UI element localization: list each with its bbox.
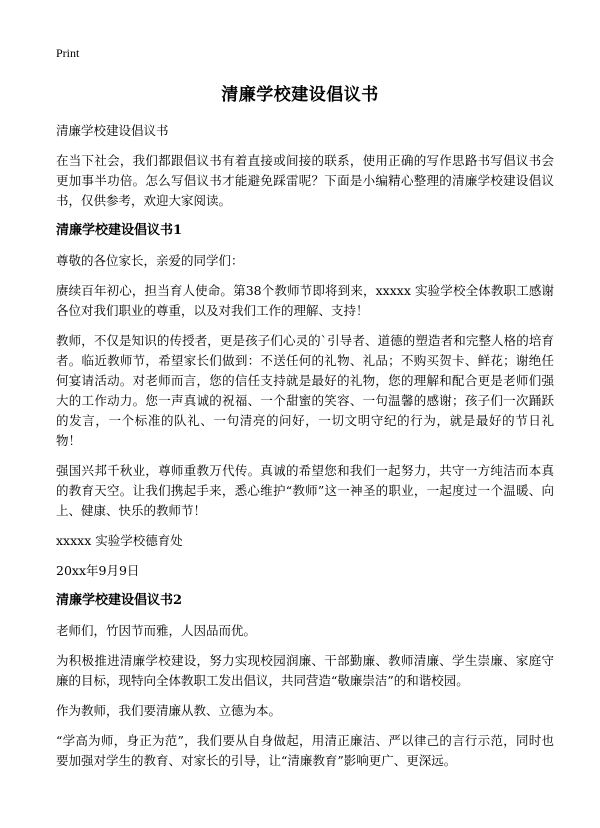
intro-paragraph: 在当下社会，我们都跟倡议书有着直接或间接的联系，使用正确的写作思路书写倡议书会更加事半功倍。怎么写倡议书才能避免踩雷呢？下面是小编精心整理的清廉学校建设倡议书，仅供参考，欢迎大家阅读。 — [56, 153, 554, 208]
section-heading: 清廉学校建设倡议书1 — [56, 223, 183, 238]
print-label: Print — [56, 46, 80, 60]
body-paragraph: 强国兴邦千秋业，尊师重教万代传。真诚的希望您和我们一起努力，共守一方纯洁而本真的教育天空。让我们携起手来，悉心维护“教师”这一神圣的职业，一起度过一个温暖、向上、健康、快乐的教师节！ — [56, 463, 554, 518]
body-paragraph: 赓续百年初心，担当育人使命。第38个教师节即将到来，xxxxx 实验学校全体教职工感谢各位对我们职业的尊重，以及对我们工作的理解、支持！ — [56, 283, 554, 318]
signature-org: xxxxx 实验学校德育处 — [56, 533, 183, 548]
section-heading: 清廉学校建设倡议书2 — [56, 593, 183, 608]
salutation: 尊敬的各位家长，亲爱的同学们： — [56, 253, 244, 268]
page-title: 清廉学校建设倡议书 — [221, 85, 379, 105]
document-subtitle: 清廉学校建设倡议书 — [56, 123, 169, 138]
body-paragraph: 作为教师，我们要清廉从教、立德为本。 — [56, 703, 282, 718]
body-paragraph: 为积极推进清廉学校建设，努力实现校园润廉、干部勤廉、教师清廉、学生崇廉、家庭守廉的目标，现特向全体教职工发出倡议，共同营造“敬廉崇洁”的和谐校园。 — [56, 653, 554, 688]
signature-date: 20xx年9月9日 — [56, 563, 140, 578]
body-paragraph: 教师，不仅是知识的传授者，更是孩子们心灵的`引导者、道德的塑造者和完整人格的培育者。临近教师节，希望家长们做到：不送任何的礼物、礼品；不购买贺卡、鲜花；谢绝任何宴请活动。对老师而言，您的信任支持就是最好的礼物，您的理解和配合更是老师们强大的工作动力。您一声真诚的祝福、一个甜蜜的笑容、一句温馨的感谢；孩子们一次踊跃的发言，一个标准的队礼、一句清亮的问好，一切文明守纪的行为，就是最好的节日礼物！ — [56, 333, 554, 448]
body-paragraph: 老师们，竹因节而雅，人因品而优。 — [56, 623, 257, 638]
body-paragraph: “学高为师，身正为范”，我们要从自身做起，用清正廉洁、严以律己的言行示范，同时也要加强对学生的教育、对家长的引导，让“清廉教育”影响更广、更深远。 — [56, 733, 554, 768]
document-body — [56, 121, 554, 781]
